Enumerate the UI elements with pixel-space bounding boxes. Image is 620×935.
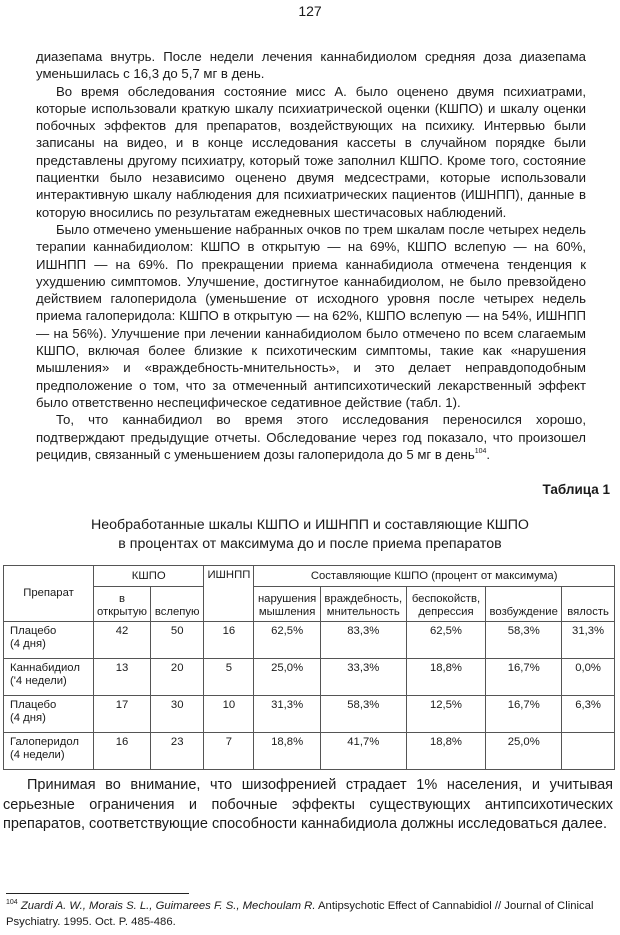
cell-activation: 25,0% <box>486 733 562 770</box>
header-components: Составляющие КШПО (процент от максимума) <box>254 566 615 587</box>
header-anergia: вялость <box>562 587 615 622</box>
cell-thought: 62,5% <box>254 622 321 659</box>
cell-hostility: 83,3% <box>320 622 406 659</box>
cell-blind: 50 <box>150 622 203 659</box>
cell-open: 42 <box>94 622 151 659</box>
cell-thought: 25,0% <box>254 659 321 696</box>
cell-activation: 16,7% <box>486 659 562 696</box>
cell-drug: Плацебо (4 дня) <box>4 622 94 659</box>
table-row <box>4 659 615 696</box>
conclusion-text <box>3 776 613 835</box>
cell-nosie: 5 <box>204 659 254 696</box>
cell-anergia: 31,3% <box>562 622 615 659</box>
paragraph-4-end: . <box>486 446 491 462</box>
cell-anergia <box>562 733 615 770</box>
table-label: Таблица 1 <box>542 482 610 497</box>
footnote <box>6 899 616 930</box>
cell-blind: 30 <box>150 696 203 733</box>
table-caption-line-2: в процентах от максимума до и после приема препаратов <box>118 536 502 552</box>
cell-nosie: 7 <box>204 733 254 770</box>
cell-activation: 16,7% <box>486 696 562 733</box>
paragraph-3: Было отмечено уменьшение набранных очков по трем шкалам после четырех недель терапии каннабидиолом: КШПО в открытую — на 69%, КШПО вслепую — на 60%, ИШНПП — на 69%. По прекращении приема каннабидиола отмечена тенденция к ухудшению симптомов. Улучшение, достигнутое каннабидиолом, не было превзойдено действием галоперидола (уменьшение от исходного уровня после четырех недель приема галоперидола: КШПО в открытую — на 62%, КШПО вслепую — на 54%, ИШНПП — на 56%). Улучшение при лечении каннабидиолом было отмечено по всем слагаемым КШПО, включая более близкие к психотическим симптомы, такие как «нарушения мышления» и «враждебность-мнительность», и это делает неправдоподобным предположение о том, что за отмеченный антипсихотический лекарственный эффект было ответственно неспецифическое седативное действие (табл. 1). <box>36 221 586 410</box>
header-anxiety: беспокойств, депрессия <box>406 587 486 622</box>
table-row <box>4 622 615 659</box>
cell-anxiety: 18,8% <box>406 659 486 696</box>
paragraph-2: Во время обследования состояние мисс А. было оценено двумя психиатрами, которые использовали краткую шкалу психиатрической оценки (КШПО) и шкалу оценки побочных эффектов для препаратов, воздействующих на психику. Интервью были записаны на видео, и в конце исследования кассеты в случайном порядке были представлены другому психиатру, который тоже заполнил КШПО. Кроме того, состояние пациентки было независимо оценено двумя медсестрами, которые использовали интерактивную шкалу наблюдения для психиатрических пациентов (ИШНПП), данные в которую вносились по результатам ежедневных шестичасовых наблюдений. <box>36 83 586 220</box>
conclusion-paragraph: Принимая во внимание, что шизофренией страдает 1% населения, и учитывая серьезные ограничения и побочные эффекты существующих антипсихотических препаратов, соответствующие способности каннабидиола должны исследоваться далее. <box>3 777 613 832</box>
header-activation: возбуждение <box>486 587 562 622</box>
header-thought-disorder: нарушения мышления <box>254 587 321 622</box>
cell-nosie: 16 <box>204 622 254 659</box>
cell-anergia: 6,3% <box>562 696 615 733</box>
header-drug: Препарат <box>4 566 94 622</box>
page-number: 127 <box>298 3 322 19</box>
footnote-number: 104 <box>6 899 18 906</box>
table-caption <box>0 516 620 554</box>
header-row-2 <box>4 587 615 622</box>
cell-drug: Плацебо (4 дня) <box>4 696 94 733</box>
header-nosie: ИШНПП <box>204 566 254 622</box>
cell-activation: 58,3% <box>486 622 562 659</box>
cell-anxiety: 62,5% <box>406 622 486 659</box>
header-bprs-open: в открытую <box>94 587 151 622</box>
cell-open: 13 <box>94 659 151 696</box>
cell-hostility: 33,3% <box>320 659 406 696</box>
paragraph-1: диазепама внутрь. После недели лечения каннабидиолом средняя доза диазепама уменьшилась с 16,3 до 5,7 мг в день. <box>36 49 586 82</box>
cell-drug: Каннабидиол ('4 недели) <box>4 659 94 696</box>
table-row <box>4 696 615 733</box>
paragraph-4 <box>36 411 586 463</box>
footnote-divider <box>6 893 189 894</box>
paragraph-4-text: То, что каннабидиол во время этого исследования переносился хорошо, подтверждают предыдущие отчеты. Обследование через год показало, что произошел рецидив, связанный с уменьшением дозы галоперидола до 5 мг в день <box>36 412 586 462</box>
cell-nosie: 10 <box>204 696 254 733</box>
header-hostility: враждебность, мнительность <box>320 587 406 622</box>
header-bprs-blind: вслепую <box>150 587 203 622</box>
cell-drug: Галоперидол (4 недели) <box>4 733 94 770</box>
cell-hostility: 41,7% <box>320 733 406 770</box>
results-table <box>3 565 615 770</box>
footnote-reference[interactable]: 104 <box>474 447 487 455</box>
cell-open: 17 <box>94 696 151 733</box>
table-caption-line-1: Необработанные шкалы КШПО и ИШНПП и составляющие КШПО <box>91 517 529 533</box>
cell-hostility: 58,3% <box>320 696 406 733</box>
cell-anergia: 0,0% <box>562 659 615 696</box>
cell-blind: 20 <box>150 659 203 696</box>
header-bprs: КШПО <box>94 566 204 587</box>
table-row <box>4 733 615 770</box>
main-text <box>36 48 586 463</box>
cell-thought: 18,8% <box>254 733 321 770</box>
cell-anxiety: 12,5% <box>406 696 486 733</box>
cell-thought: 31,3% <box>254 696 321 733</box>
cell-open: 16 <box>94 733 151 770</box>
footnote-citation: Antipsychotic Effect of Cannabidiol // Journal of Clinical Psychiatry. 1995. Oct. P. 485-486. <box>6 900 594 928</box>
cell-anxiety: 18,8% <box>406 733 486 770</box>
footnote-authors: Zuardi A. W., Morais S. L., Guimarees F. S., Mechoulam R. <box>20 900 316 912</box>
cell-blind: 23 <box>150 733 203 770</box>
header-row-1 <box>4 566 615 587</box>
